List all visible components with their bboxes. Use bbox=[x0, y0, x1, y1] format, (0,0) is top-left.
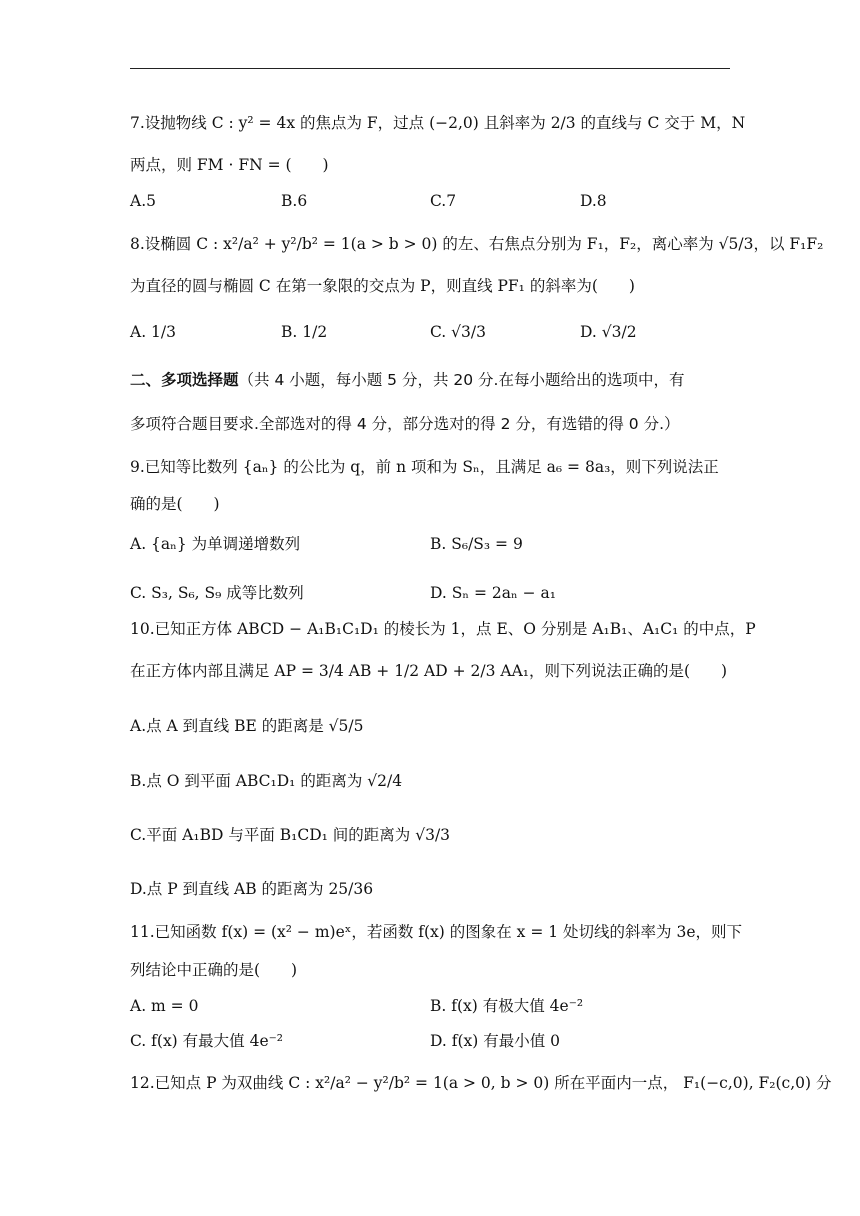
q8-line1: 8.设椭圆 C : x²/a² + y²/b² = 1(a > b > 0) 的左、右焦点分别为 F₁，F₂，离心率为 √5/3，以 F₁F₂ bbox=[130, 235, 824, 253]
q8-option-d: D. √3/2 bbox=[580, 323, 637, 341]
q9-option-d: D. Sₙ = 2aₙ − a₁ bbox=[430, 584, 556, 602]
q7-line2: 两点，则 FM · FN = ( ) bbox=[130, 156, 329, 174]
q10-option-a: A.点 A 到直线 BE 的距离是 √5/5 bbox=[130, 717, 364, 735]
q11-option-b: B. f(x) 有极大值 4e⁻² bbox=[430, 997, 584, 1015]
q9-option-a: A. {aₙ} 为单调递增数列 bbox=[130, 535, 301, 553]
q9-option-b: B. S₆/S₃ = 9 bbox=[430, 535, 523, 553]
q7-line1: 7.设抛物线 C : y² = 4x 的焦点为 F，过点 (−2,0) 且斜率为 2/3 的直线与 C 交于 M，N bbox=[130, 114, 746, 132]
q11-line2: 列结论中正确的是( ) bbox=[130, 961, 298, 979]
q7-option-d: D.8 bbox=[580, 192, 607, 210]
q10-option-b: B.点 O 到平面 ABC₁D₁ 的距离为 √2/4 bbox=[130, 772, 403, 790]
q11-option-a: A. m = 0 bbox=[130, 997, 199, 1015]
q7-option-c: C.7 bbox=[430, 192, 457, 210]
q9-line2: 确的是( ) bbox=[130, 495, 220, 513]
q7-option-a: A.5 bbox=[130, 192, 156, 210]
q10-line1: 10.已知正方体 ABCD − A₁B₁C₁D₁ 的棱长为 1，点 E、O 分别是 A₁B₁、A₁C₁ 的中点，P bbox=[130, 620, 756, 638]
q11-option-c: C. f(x) 有最大值 4e⁻² bbox=[130, 1032, 284, 1050]
header-rule bbox=[130, 68, 730, 69]
section2-desc1: （共 4 小题，每小题 5 分，共 20 分.在每小题给出的选项中，有 bbox=[238, 371, 685, 389]
q9-line1: 9.已知等比数列 {aₙ} 的公比为 q，前 n 项和为 Sₙ，且满足 a₆ = 8a₃，则下列说法正 bbox=[130, 458, 719, 476]
section2-heading bbox=[130, 370, 684, 390]
q8-option-a: A. 1/3 bbox=[130, 323, 176, 341]
section2-title: 二、多项选择题 bbox=[130, 371, 239, 389]
q7-option-b: B.6 bbox=[281, 192, 308, 210]
q10-option-c: C.平面 A₁BD 与平面 B₁CD₁ 间的距离为 √3/3 bbox=[130, 826, 451, 844]
q8-option-b: B. 1/2 bbox=[281, 323, 328, 341]
q10-line2: 在正方体内部且满足 AP = 3/4 AB + 1/2 AD + 2/3 AA₁，则下列说法正确的是( ) bbox=[130, 662, 728, 680]
q10-option-d: D.点 P 到直线 AB 的距离为 25/36 bbox=[130, 880, 374, 898]
q11-option-d: D. f(x) 有最小值 0 bbox=[430, 1032, 561, 1050]
section2-desc2: 多项符合题目要求.全部选对的得 4 分，部分选对的得 2 分，有选错的得 0 分.） bbox=[130, 415, 680, 433]
q12-line1: 12.已知点 P 为双曲线 C : x²/a² − y²/b² = 1(a > 0, b > 0) 所在平面内一点， F₁(−c,0), F₂(c,0) 分 bbox=[130, 1074, 832, 1092]
q8-option-c: C. √3/3 bbox=[430, 323, 486, 341]
q11-line1: 11.已知函数 f(x) = (x² − m)eˣ，若函数 f(x) 的图象在 x = 1 处切线的斜率为 3e，则下 bbox=[130, 923, 743, 941]
q9-option-c: C. S₃, S₆, S₉ 成等比数列 bbox=[130, 584, 304, 602]
q8-line2: 为直径的圆与椭圆 C 在第一象限的交点为 P，则直线 PF₁ 的斜率为( ) bbox=[130, 277, 635, 295]
